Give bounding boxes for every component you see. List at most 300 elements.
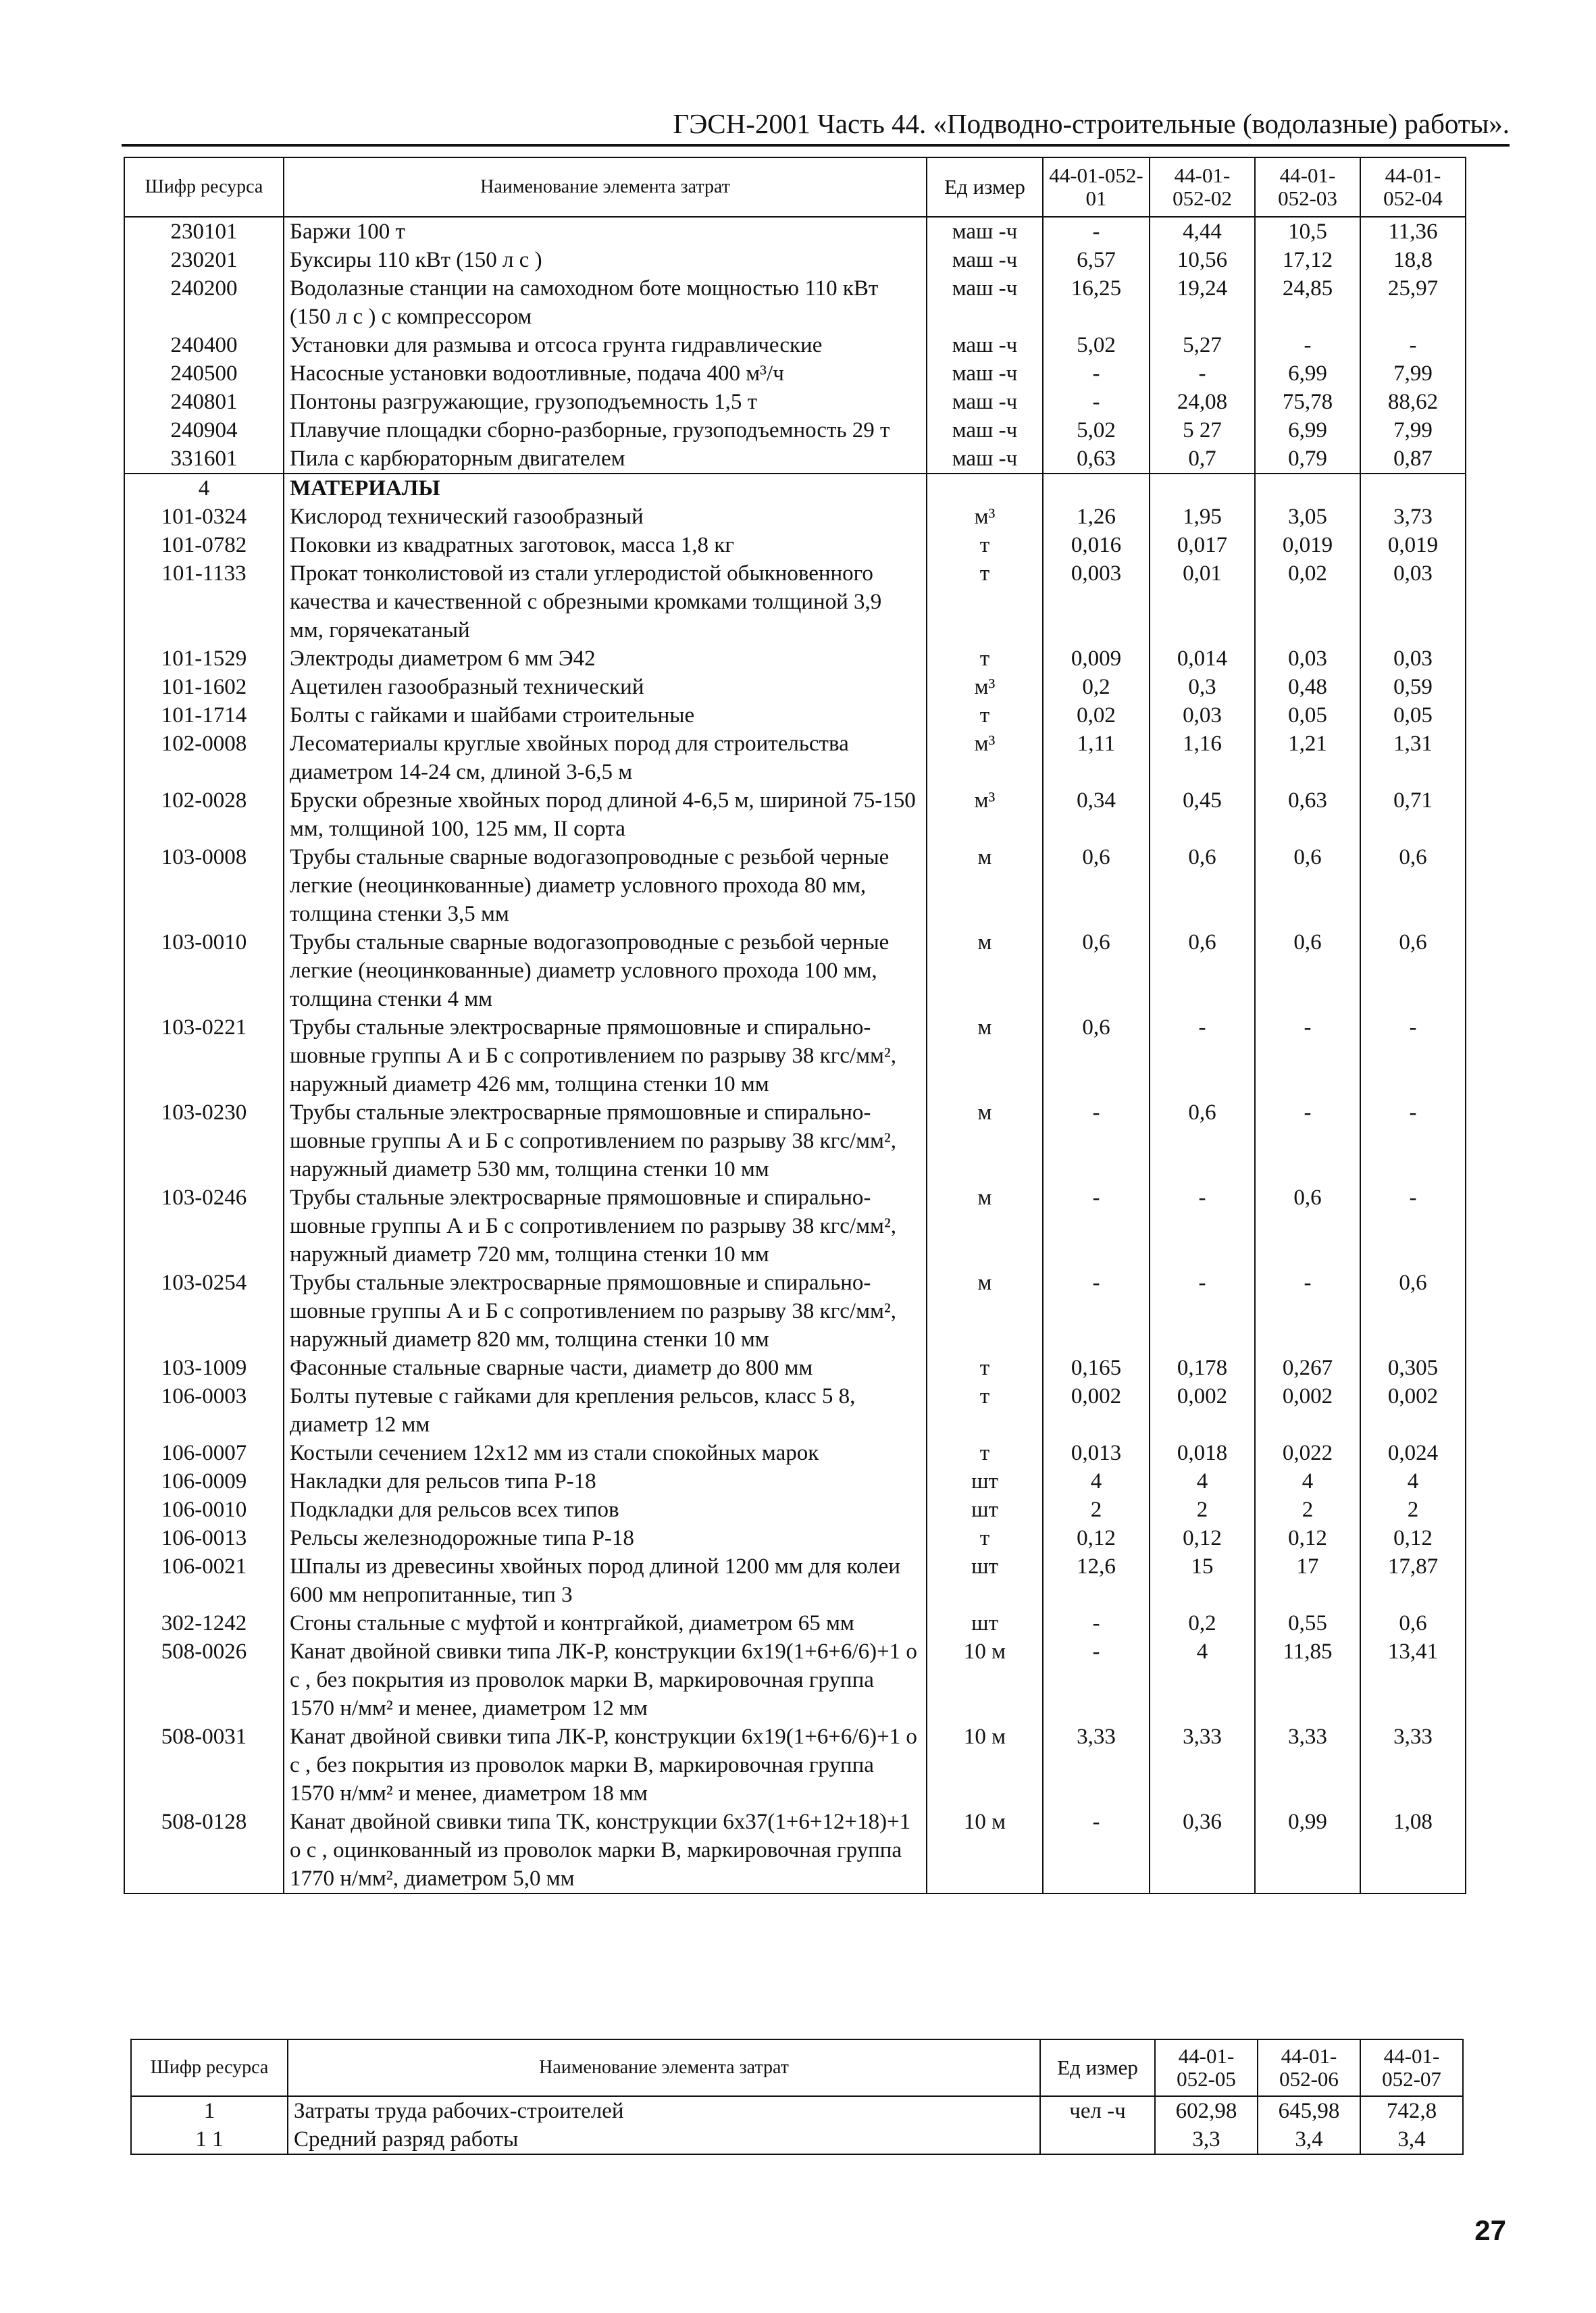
value-col-3: 0,6	[1255, 928, 1360, 1013]
resource-name: Кислород технический газообразный	[284, 503, 927, 531]
unit: м	[927, 1269, 1043, 1354]
value-col-3: 0,48	[1255, 673, 1360, 701]
value-col-4: 18,8	[1360, 246, 1466, 274]
value-col-4: 0,12	[1360, 1524, 1466, 1552]
resource-name: Трубы стальные сварные водогазопроводные с резьбой черные легкие (неоцинкованные) диаметр условного прохода 80 мм, толщина стенки 3,5 мм	[284, 843, 927, 928]
resource-code: 103-0230	[124, 1098, 284, 1184]
value-col-3: 0,02	[1255, 559, 1360, 644]
value-col-2: 4,44	[1150, 217, 1255, 246]
value-col-4: 0,6	[1360, 1609, 1466, 1637]
value-col-4: 2	[1360, 1496, 1466, 1524]
table-row	[124, 1184, 1466, 1269]
table-row	[124, 388, 1466, 416]
value-col-2: 1,16	[1150, 730, 1255, 786]
resource-code: 302-1242	[124, 1609, 284, 1637]
resource-name: Фасонные стальные сварные части, диаметр до 800 мм	[284, 1354, 927, 1382]
unit: т	[927, 1524, 1043, 1552]
value-col-4	[1360, 474, 1466, 503]
value-col-4: 88,62	[1360, 388, 1466, 416]
value-col-4: 1,08	[1360, 1808, 1466, 1893]
resource-code: 101-1602	[124, 673, 284, 701]
value-col-4: -	[1360, 331, 1466, 359]
table-row	[124, 843, 1466, 928]
resource-code: 102-0028	[124, 786, 284, 843]
resource-code: 103-0221	[124, 1013, 284, 1098]
value-col-3: 3,05	[1255, 503, 1360, 531]
value-col-2: 0,01	[1150, 559, 1255, 644]
unit: м³	[927, 786, 1043, 843]
resource-name: Буксиры 110 кВт (150 л с )	[284, 246, 927, 274]
unit	[927, 474, 1043, 503]
value-col-2: 0,2	[1150, 1609, 1255, 1637]
value-col-2	[1150, 474, 1255, 503]
value-col-2: 0,12	[1150, 1524, 1255, 1552]
resource-name: Понтоны разгружающие, грузоподъемность 1,5 т	[284, 388, 927, 416]
value-col-3: 10,5	[1255, 217, 1360, 246]
value-col-4: 0,024	[1360, 1439, 1466, 1467]
value-col-3: 0,79	[1255, 444, 1360, 474]
value-col-3: 0,63	[1255, 786, 1360, 843]
table-row	[124, 1808, 1466, 1893]
value-col-3: 11,85	[1255, 1637, 1360, 1723]
value-col-3: 0,022	[1255, 1439, 1360, 1467]
resource-name: Болты путевые с гайками для крепления рельсов, класс 5 8, диаметр 12 мм	[284, 1382, 927, 1439]
value-col-1: -	[1043, 1269, 1150, 1354]
resource-name: Баржи 100 т	[284, 217, 927, 246]
resource-code: 106-0003	[124, 1382, 284, 1439]
value-col-4: -	[1360, 1013, 1466, 1098]
table-row	[124, 1637, 1466, 1723]
value-col-2: 0,002	[1150, 1382, 1255, 1439]
resource-code: 101-1133	[124, 559, 284, 644]
unit: т	[927, 1354, 1043, 1382]
value-col-4: 0,6	[1360, 843, 1466, 928]
value-col-2: 0,178	[1150, 1354, 1255, 1382]
resource-name: Канат двойной свивки типа ЛК-Р, конструкции 6х19(1+6+6/6)+1 о с , без покрытия из проволок марки В, маркировочная группа 1570 н/мм² и менее, диаметром 12 мм	[284, 1637, 927, 1723]
resource-name: Рельсы железнодорожные типа Р-18	[284, 1524, 927, 1552]
value-col-3: 75,78	[1255, 388, 1360, 416]
value-col-1: 1,11	[1043, 730, 1150, 786]
value-col-2: -	[1150, 359, 1255, 388]
resource-name: Плавучие площадки сборно-разборные, грузоподъемность 29 т	[284, 416, 927, 444]
value-col-4: 0,305	[1360, 1354, 1466, 1382]
unit: т	[927, 1382, 1043, 1439]
table-row	[124, 1382, 1466, 1439]
value-col-3: -	[1255, 331, 1360, 359]
unit: шт	[927, 1609, 1043, 1637]
unit: т	[927, 701, 1043, 730]
unit: т	[927, 531, 1043, 559]
header-col-7: 44-01-052-07	[1360, 2039, 1463, 2096]
resource-code: 230201	[124, 246, 284, 274]
resource-name: Установки для размыва и отсоса грунта гидравлические	[284, 331, 927, 359]
value-col-1: -	[1043, 217, 1150, 246]
resource-code: 101-1714	[124, 701, 284, 730]
resource-code: 4	[124, 474, 284, 503]
resource-code: 331601	[124, 444, 284, 474]
unit: м	[927, 1184, 1043, 1269]
table-row	[124, 416, 1466, 444]
value-col-2: 5 27	[1150, 416, 1255, 444]
value-col-1: 0,016	[1043, 531, 1150, 559]
table-row	[124, 1496, 1466, 1524]
unit: маш -ч	[927, 416, 1043, 444]
value-col-3: 0,019	[1255, 531, 1360, 559]
resource-name: Подкладки для рельсов всех типов	[284, 1496, 927, 1524]
unit: м³	[927, 730, 1043, 786]
value-col-1: 0,34	[1043, 786, 1150, 843]
table-row	[124, 673, 1466, 701]
value-col-2: 3,4	[1258, 2125, 1360, 2154]
unit: м	[927, 1013, 1043, 1098]
value-col-4: 0,59	[1360, 673, 1466, 701]
value-col-1: -	[1043, 1637, 1150, 1723]
value-col-3: 2	[1255, 1496, 1360, 1524]
value-col-1: 0,6	[1043, 1013, 1150, 1098]
resources-table	[124, 157, 1466, 1894]
value-col-2: 0,014	[1150, 644, 1255, 673]
labor-table	[130, 2039, 1464, 2155]
resource-name: Пила с карбюраторным двигателем	[284, 444, 927, 474]
resource-code: 240500	[124, 359, 284, 388]
header-unit: Ед измер	[927, 157, 1043, 217]
value-col-1: 0,6	[1043, 928, 1150, 1013]
header-name: Наименование элемента затрат	[288, 2039, 1040, 2096]
resource-code: 240801	[124, 388, 284, 416]
value-col-3: 0,99	[1255, 1808, 1360, 1893]
table-row	[124, 644, 1466, 673]
value-col-1: 0,63	[1043, 444, 1150, 474]
table-row	[124, 928, 1466, 1013]
value-col-1: 0,002	[1043, 1382, 1150, 1439]
unit: шт	[927, 1467, 1043, 1496]
value-col-2: 0,6	[1150, 1098, 1255, 1184]
value-col-2: -	[1150, 1013, 1255, 1098]
value-col-1: 3,33	[1043, 1723, 1150, 1808]
value-col-2: 0,45	[1150, 786, 1255, 843]
value-col-2: 4	[1150, 1637, 1255, 1723]
resource-name: Поковки из квадратных заготовок, масса 1,8 кг	[284, 531, 927, 559]
value-col-1: 5,02	[1043, 416, 1150, 444]
table-row	[131, 2125, 1463, 2154]
value-col-1: 6,57	[1043, 246, 1150, 274]
value-col-1: -	[1043, 1808, 1150, 1893]
value-col-4: 13,41	[1360, 1637, 1466, 1723]
table-row	[124, 531, 1466, 559]
value-col-4: 11,36	[1360, 217, 1466, 246]
resource-name: Ацетилен газообразный технический	[284, 673, 927, 701]
header-col-6: 44-01-052-06	[1258, 2039, 1360, 2096]
header-col-3: 44-01-052-03	[1255, 157, 1360, 217]
value-col-3: 3,4	[1360, 2125, 1463, 2154]
value-col-3: 17	[1255, 1552, 1360, 1609]
table-row	[124, 274, 1466, 331]
value-col-1: -	[1043, 359, 1150, 388]
unit: маш -ч	[927, 217, 1043, 246]
value-col-4: 0,002	[1360, 1382, 1466, 1439]
resource-name: Затраты труда рабочих-строителей	[288, 2096, 1040, 2125]
value-col-2: 0,017	[1150, 531, 1255, 559]
value-col-3: -	[1255, 1013, 1360, 1098]
table-row	[124, 444, 1466, 474]
unit: шт	[927, 1552, 1043, 1609]
value-col-3: 0,55	[1255, 1609, 1360, 1637]
unit: м³	[927, 503, 1043, 531]
unit: м	[927, 928, 1043, 1013]
resource-code: 106-0010	[124, 1496, 284, 1524]
resource-name: Средний разряд работы	[288, 2125, 1040, 2154]
header-code: Шифр ресурса	[131, 2039, 288, 2096]
value-col-2: -	[1150, 1184, 1255, 1269]
resource-name: Бруски обрезные хвойных пород длиной 4-6,5 м, шириной 75-150 мм, толщиной 100, 125 мм, II сорта	[284, 786, 927, 843]
value-col-2: 1,95	[1150, 503, 1255, 531]
header-unit: Ед измер	[1040, 2039, 1155, 2096]
resource-code: 103-0254	[124, 1269, 284, 1354]
value-col-2: 19,24	[1150, 274, 1255, 331]
resource-name: Накладки для рельсов типа Р-18	[284, 1467, 927, 1496]
table-row	[124, 786, 1466, 843]
header-name: Наименование элемента затрат	[284, 157, 927, 217]
header-col-1: 44-01-052-01	[1043, 157, 1150, 217]
resource-name: Насосные установки водоотливные, подача 400 м³/ч	[284, 359, 927, 388]
resource-code: 508-0031	[124, 1723, 284, 1808]
value-col-1: 12,6	[1043, 1552, 1150, 1609]
value-col-4: 4	[1360, 1467, 1466, 1496]
resource-name: Сгоны стальные с муфтой и контргайкой, диаметром 65 мм	[284, 1609, 927, 1637]
section-title: МАТЕРИАЛЫ	[284, 474, 927, 503]
value-col-4: 3,73	[1360, 503, 1466, 531]
unit: м	[927, 1098, 1043, 1184]
value-col-2: 3,33	[1150, 1723, 1255, 1808]
resource-name: Водолазные станции на самоходном боте мощностью 110 кВт (150 л с ) с компрессором	[284, 274, 927, 331]
value-col-1: 0,12	[1043, 1524, 1150, 1552]
value-col-2: 5,27	[1150, 331, 1255, 359]
table-row	[124, 246, 1466, 274]
header-rule	[122, 144, 1510, 147]
value-col-2: 24,08	[1150, 388, 1255, 416]
table-row	[124, 701, 1466, 730]
value-col-1: -	[1043, 1184, 1150, 1269]
table-row	[124, 559, 1466, 644]
table-row	[124, 1354, 1466, 1382]
resource-code: 101-0324	[124, 503, 284, 531]
resource-code: 106-0009	[124, 1467, 284, 1496]
table-row	[124, 503, 1466, 531]
unit: т	[927, 644, 1043, 673]
value-col-1: 0,02	[1043, 701, 1150, 730]
value-col-3	[1255, 474, 1360, 503]
value-col-4: -	[1360, 1098, 1466, 1184]
table-row	[124, 1013, 1466, 1098]
value-col-2: 0,03	[1150, 701, 1255, 730]
value-col-1: 3,3	[1155, 2125, 1258, 2154]
resource-code: 1	[131, 2096, 288, 2125]
value-col-3: 6,99	[1255, 416, 1360, 444]
value-col-1: 5,02	[1043, 331, 1150, 359]
resource-code: 240904	[124, 416, 284, 444]
value-col-1: -	[1043, 1609, 1150, 1637]
resource-code: 103-0246	[124, 1184, 284, 1269]
value-col-4: 17,87	[1360, 1552, 1466, 1609]
table-header-row	[131, 2039, 1463, 2096]
value-col-1: -	[1043, 388, 1150, 416]
value-col-4: 1,31	[1360, 730, 1466, 786]
value-col-3: 0,267	[1255, 1354, 1360, 1382]
table-header-row	[124, 157, 1466, 217]
value-col-4: -	[1360, 1184, 1466, 1269]
value-col-1: 0,6	[1043, 843, 1150, 928]
table-row	[124, 1098, 1466, 1184]
value-col-3: 0,6	[1255, 1184, 1360, 1269]
resource-code: 508-0026	[124, 1637, 284, 1723]
resource-name: Лесоматериалы круглые хвойных пород для строительства диаметром 14-24 см, длиной 3-6,5 м	[284, 730, 927, 786]
value-col-1: 602,98	[1155, 2096, 1258, 2125]
value-col-3: 6,99	[1255, 359, 1360, 388]
resource-code: 103-0008	[124, 843, 284, 928]
value-col-4: 7,99	[1360, 359, 1466, 388]
table-row	[124, 1467, 1466, 1496]
unit: 10 м	[927, 1723, 1043, 1808]
resource-code: 103-0010	[124, 928, 284, 1013]
resource-code: 240400	[124, 331, 284, 359]
value-col-4: 0,6	[1360, 1269, 1466, 1354]
value-col-4: 0,019	[1360, 531, 1466, 559]
value-col-2: 10,56	[1150, 246, 1255, 274]
value-col-4: 7,99	[1360, 416, 1466, 444]
value-col-2: 15	[1150, 1552, 1255, 1609]
unit: т	[927, 1439, 1043, 1467]
resource-name: Шпалы из древесины хвойных пород длиной 1200 мм для колеи 600 мм непропитанные, тип 3	[284, 1552, 927, 1609]
unit: т	[927, 559, 1043, 644]
table-row	[124, 1609, 1466, 1637]
resource-code: 101-1529	[124, 644, 284, 673]
page-header: ГЭСН-2001 Часть 44. «Подводно-строительные (водолазные) работы».	[673, 108, 1510, 139]
value-col-2: 4	[1150, 1467, 1255, 1496]
table-row	[124, 1439, 1466, 1467]
unit: 10 м	[927, 1637, 1043, 1723]
value-col-2: 0,6	[1150, 928, 1255, 1013]
value-col-3: 0,002	[1255, 1382, 1360, 1439]
resource-code: 101-0782	[124, 531, 284, 559]
resource-code: 106-0013	[124, 1524, 284, 1552]
value-col-1: 0,165	[1043, 1354, 1150, 1382]
value-col-4: 0,71	[1360, 786, 1466, 843]
value-col-3: 1,21	[1255, 730, 1360, 786]
unit: чел -ч	[1040, 2096, 1155, 2125]
table-row	[124, 1552, 1466, 1609]
value-col-2: 0,6	[1150, 843, 1255, 928]
value-col-1	[1043, 474, 1150, 503]
value-col-4: 0,03	[1360, 559, 1466, 644]
value-col-1: -	[1043, 1098, 1150, 1184]
value-col-2: 0,3	[1150, 673, 1255, 701]
header-col-2: 44-01-052-02	[1150, 157, 1255, 217]
value-col-4: 0,03	[1360, 644, 1466, 673]
table-row	[124, 1269, 1466, 1354]
value-col-1: 1,26	[1043, 503, 1150, 531]
table-row	[124, 331, 1466, 359]
resource-code: 102-0008	[124, 730, 284, 786]
unit: маш -ч	[927, 246, 1043, 274]
resource-code: 106-0021	[124, 1552, 284, 1609]
unit	[1040, 2125, 1155, 2154]
resource-code: 103-1009	[124, 1354, 284, 1382]
resource-name: Канат двойной свивки типа ТК, конструкции 6х37(1+6+12+18)+1 о с , оцинкованный из проволок марки В, маркировочная группа 1770 н/мм², диаметром 5,0 мм	[284, 1808, 927, 1893]
unit: шт	[927, 1496, 1043, 1524]
resource-name: Костыли сечением 12х12 мм из стали спокойных марок	[284, 1439, 927, 1467]
value-col-1: 0,013	[1043, 1439, 1150, 1467]
value-col-3: 0,05	[1255, 701, 1360, 730]
value-col-3: 3,33	[1255, 1723, 1360, 1808]
value-col-1: 0,009	[1043, 644, 1150, 673]
value-col-3: 4	[1255, 1467, 1360, 1496]
value-col-3: -	[1255, 1269, 1360, 1354]
value-col-4: 0,87	[1360, 444, 1466, 474]
resource-name: Трубы стальные электросварные прямошовные и спирально-шовные группы А и Б с сопротивлением по разрыву 38 кгс/мм², наружный диаметр 720 мм, толщина стенки 10 мм	[284, 1184, 927, 1269]
section-row	[124, 474, 1466, 503]
value-col-4: 3,33	[1360, 1723, 1466, 1808]
value-col-3: 742,8	[1360, 2096, 1463, 2125]
resource-name: Канат двойной свивки типа ЛК-Р, конструкции 6х19(1+6+6/6)+1 о с , без покрытия из проволок марки В, маркировочная группа 1570 н/мм² и менее, диаметром 18 мм	[284, 1723, 927, 1808]
value-col-4: 0,6	[1360, 928, 1466, 1013]
value-col-1: 2	[1043, 1496, 1150, 1524]
unit: маш -ч	[927, 444, 1043, 474]
resource-code: 508-0128	[124, 1808, 284, 1893]
value-col-1: 4	[1043, 1467, 1150, 1496]
value-col-2: 645,98	[1258, 2096, 1360, 2125]
header-code: Шифр ресурса	[124, 157, 284, 217]
value-col-2: 0,018	[1150, 1439, 1255, 1467]
value-col-3: 0,12	[1255, 1524, 1360, 1552]
value-col-3: 17,12	[1255, 246, 1360, 274]
unit: м	[927, 843, 1043, 928]
resource-code: 240200	[124, 274, 284, 331]
resource-name: Трубы стальные электросварные прямошовные и спирально-шовные группы А и Б с сопротивлением по разрыву 38 кгс/мм², наружный диаметр 820 мм, толщина стенки 10 мм	[284, 1269, 927, 1354]
unit: маш -ч	[927, 274, 1043, 331]
resource-name: Болты с гайками и шайбами строительные	[284, 701, 927, 730]
resource-code: 106-0007	[124, 1439, 284, 1467]
value-col-2: 0,7	[1150, 444, 1255, 474]
table-row	[124, 1723, 1466, 1808]
header-col-5: 44-01-052-05	[1155, 2039, 1258, 2096]
resource-name: Трубы стальные сварные водогазопроводные с резьбой черные легкие (неоцинкованные) диаметр условного прохода 100 мм, толщина стенки 4 мм	[284, 928, 927, 1013]
table-row	[131, 2096, 1463, 2125]
value-col-3: 24,85	[1255, 274, 1360, 331]
unit: 10 м	[927, 1808, 1043, 1893]
resource-name: Электроды диаметром 6 мм Э42	[284, 644, 927, 673]
value-col-2: -	[1150, 1269, 1255, 1354]
unit: маш -ч	[927, 331, 1043, 359]
value-col-1: 0,003	[1043, 559, 1150, 644]
value-col-1: 0,2	[1043, 673, 1150, 701]
table-row	[124, 217, 1466, 246]
table-row	[124, 730, 1466, 786]
unit: м³	[927, 673, 1043, 701]
table-row	[124, 359, 1466, 388]
header-col-4: 44-01-052-04	[1360, 157, 1466, 217]
resource-name: Прокат тонколистовой из стали углеродистой обыкновенного качества и качественной с обрезными кромками толщиной 3,9 мм, горячекатаный	[284, 559, 927, 644]
unit: маш -ч	[927, 359, 1043, 388]
value-col-3: 0,6	[1255, 843, 1360, 928]
value-col-1: 16,25	[1043, 274, 1150, 331]
table-row	[124, 1524, 1466, 1552]
value-col-2: 0,36	[1150, 1808, 1255, 1893]
value-col-4: 25,97	[1360, 274, 1466, 331]
value-col-3: 0,03	[1255, 644, 1360, 673]
value-col-4: 0,05	[1360, 701, 1466, 730]
resource-name: Трубы стальные электросварные прямошовные и спирально-шовные группы А и Б с сопротивлением по разрыву 38 кгс/мм², наружный диаметр 426 мм, толщина стенки 10 мм	[284, 1013, 927, 1098]
resource-code: 230101	[124, 217, 284, 246]
